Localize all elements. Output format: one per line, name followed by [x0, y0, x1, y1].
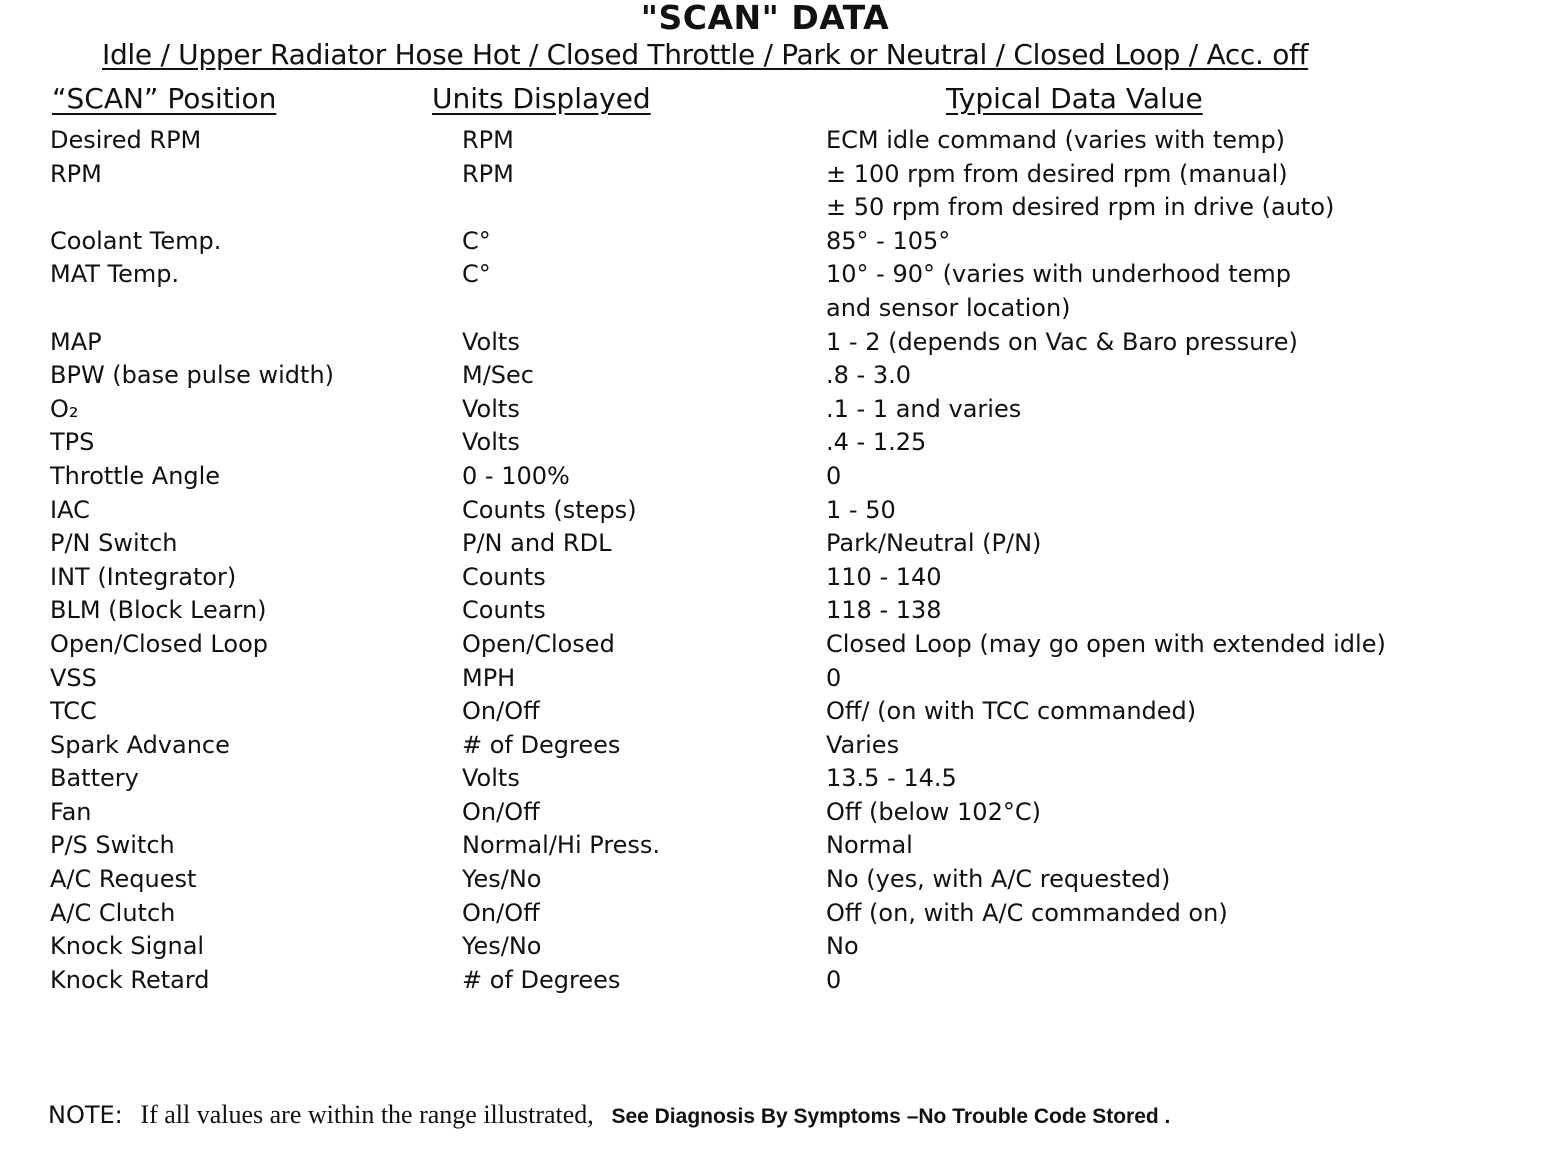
table-row — [0, 796, 1568, 830]
units-cell: On/Off — [462, 797, 540, 826]
table-row — [0, 594, 1568, 628]
scan-position-cell: TCC — [50, 697, 97, 726]
typical-value-cell — [826, 897, 1228, 931]
scan-position-cell: Desired RPM — [50, 126, 202, 154]
typical-value-line: 1 - 2 (depends on Vac & Baro pressure) — [826, 327, 1298, 356]
units-cell: Volts — [462, 764, 520, 793]
note-label: NOTE: — [48, 1101, 123, 1129]
typical-value-line: Park/Neutral (P/N) — [826, 529, 1042, 558]
typical-value-line: ECM idle command (varies with temp) — [826, 126, 1286, 154]
table-row — [0, 863, 1568, 897]
scan-position-cell: RPM — [50, 159, 102, 188]
typical-value-line: ± 50 rpm from desired rpm in drive (auto) — [826, 193, 1335, 222]
typical-value-line: Off (below 102°C) — [826, 797, 1041, 826]
units-cell: Yes/No — [462, 865, 542, 894]
page-title: "SCAN" DATA — [640, 0, 890, 37]
units-cell: Counts — [462, 596, 546, 625]
scan-position-cell: P/S Switch — [50, 831, 175, 860]
typical-value-cell — [826, 594, 942, 628]
typical-value-line: 0 — [826, 461, 842, 490]
typical-value-line: Normal — [826, 831, 913, 860]
units-cell: On/Off — [462, 697, 540, 726]
table-row — [0, 359, 1568, 393]
table-row — [0, 426, 1568, 460]
header-units-displayed: Units Displayed — [432, 82, 651, 115]
scan-position-cell: INT (Integrator) — [50, 562, 237, 591]
header-scan-position: “SCAN” Position — [52, 82, 277, 115]
table-row — [0, 628, 1568, 662]
units-cell: MPH — [462, 663, 516, 692]
typical-value-cell — [826, 359, 911, 393]
typical-value-line: No (yes, with A/C requested) — [826, 865, 1171, 894]
typical-value-line: Off/ (on with TCC commanded) — [826, 697, 1197, 726]
table-row — [0, 393, 1568, 427]
units-cell: C° — [462, 260, 491, 289]
typical-value-cell — [826, 829, 913, 863]
typical-value-cell — [826, 729, 899, 763]
table-row — [0, 527, 1568, 561]
typical-value-cell — [826, 258, 1291, 325]
typical-value-cell — [826, 863, 1170, 897]
scan-position-cell: A/C Request — [50, 865, 197, 894]
table-row — [0, 225, 1568, 259]
units-cell: # of Degrees — [462, 965, 621, 994]
scan-position-cell: IAC — [50, 495, 90, 524]
typical-value-line: 0 — [826, 663, 842, 692]
typical-value-line: .8 - 3.0 — [826, 361, 911, 390]
table-row — [0, 662, 1568, 696]
scan-position-cell: Open/Closed Loop — [50, 629, 268, 658]
scan-position-cell: VSS — [50, 663, 97, 692]
table-row — [0, 326, 1568, 360]
typical-value-cell — [826, 494, 896, 528]
note — [48, 1100, 1170, 1130]
typical-value-cell — [826, 527, 1041, 561]
typical-value-cell — [826, 124, 1285, 158]
typical-value-cell — [826, 695, 1196, 729]
typical-value-cell — [826, 393, 1021, 427]
typical-value-cell — [826, 326, 1298, 360]
typical-value-line: 10° - 90° (varies with underhood temp — [826, 260, 1291, 289]
table-row — [0, 897, 1568, 931]
note-text: If all values are within the range illustrated, — [140, 1100, 594, 1129]
table-row — [0, 494, 1568, 528]
typical-value-line: 110 - 140 — [826, 562, 942, 591]
typical-value-line: .1 - 1 and varies — [826, 394, 1022, 423]
typical-value-cell — [826, 628, 1386, 662]
scan-position-cell: Knock Retard — [50, 965, 210, 994]
scan-position-cell: Fan — [50, 797, 92, 826]
units-cell: M/Sec — [462, 361, 534, 390]
scan-position-cell: BLM (Block Learn) — [50, 596, 267, 625]
typical-value-line: Closed Loop (may go open with extended idle) — [826, 629, 1386, 658]
table-row — [0, 762, 1568, 796]
typical-value-cell — [826, 225, 950, 259]
note-emphasis: See Diagnosis By Symptoms –No Trouble Code Stored . — [611, 1105, 1171, 1128]
units-cell: C° — [462, 226, 491, 255]
table-row — [0, 695, 1568, 729]
scan-position-cell: Coolant Temp. — [50, 226, 222, 255]
units-cell: Counts (steps) — [462, 495, 637, 524]
table-row — [0, 460, 1568, 494]
units-cell: Yes/No — [462, 932, 542, 961]
scan-position-cell: Knock Signal — [50, 932, 205, 961]
typical-value-cell — [826, 796, 1041, 830]
typical-value-line: Varies — [826, 730, 900, 759]
units-cell: Volts — [462, 394, 520, 423]
typical-value-line: Off (on, with A/C commanded on) — [826, 898, 1228, 927]
typical-value-cell — [826, 561, 942, 595]
header-typical-data-value: Typical Data Value — [946, 82, 1203, 115]
table-row — [0, 729, 1568, 763]
scan-position-cell: MAP — [50, 327, 102, 356]
typical-value-cell — [826, 426, 926, 460]
typical-value-line: .4 - 1.25 — [826, 428, 927, 457]
table-row — [0, 124, 1568, 158]
typical-value-line: ± 100 rpm from desired rpm (manual) — [826, 159, 1288, 188]
units-cell: Open/Closed — [462, 629, 615, 658]
table-row — [0, 930, 1568, 964]
table-row — [0, 964, 1568, 998]
typical-value-cell — [826, 930, 859, 964]
typical-value-line: 118 - 138 — [826, 596, 942, 625]
typical-value-cell — [826, 158, 1334, 225]
table-row — [0, 158, 1568, 225]
units-cell: RPM — [462, 126, 514, 154]
scan-position-cell: P/N Switch — [50, 529, 178, 558]
units-cell: RPM — [462, 159, 514, 188]
page-subtitle: Idle / Upper Radiator Hose Hot / Closed Throttle / Park or Neutral / Closed Loop / Acc. off — [102, 38, 1309, 71]
table-row — [0, 829, 1568, 863]
scan-data-table — [0, 124, 1568, 997]
typical-value-line: 85° - 105° — [826, 226, 951, 255]
units-cell: 0 - 100% — [462, 461, 570, 490]
units-cell: Volts — [462, 327, 520, 356]
typical-value-cell — [826, 460, 841, 494]
typical-value-cell — [826, 662, 841, 696]
typical-value-line: 13.5 - 14.5 — [826, 764, 957, 793]
typical-value-cell — [826, 964, 841, 998]
units-cell: P/N and RDL — [462, 529, 612, 558]
table-row — [0, 258, 1568, 325]
scan-position-cell: Battery — [50, 764, 139, 793]
typical-value-line: No — [826, 932, 859, 961]
typical-value-line: and sensor location) — [826, 293, 1071, 322]
units-cell: Normal/Hi Press. — [462, 831, 661, 860]
typical-value-line: 0 — [826, 965, 842, 994]
units-cell: # of Degrees — [462, 730, 621, 759]
table-row — [0, 561, 1568, 595]
scan-position-cell: BPW (base pulse width) — [50, 361, 335, 390]
scan-position-cell: TPS — [50, 428, 95, 457]
scan-position-cell: O₂ — [50, 394, 79, 423]
scan-position-cell: Spark Advance — [50, 730, 230, 759]
typical-value-line: 1 - 50 — [826, 495, 896, 524]
units-cell: Counts — [462, 562, 546, 591]
scan-position-cell: Throttle Angle — [50, 461, 221, 490]
scan-position-cell: MAT Temp. — [50, 260, 180, 289]
scan-position-cell: A/C Clutch — [50, 898, 176, 927]
units-cell: Volts — [462, 428, 520, 457]
units-cell: On/Off — [462, 898, 540, 927]
typical-value-cell — [826, 762, 957, 796]
